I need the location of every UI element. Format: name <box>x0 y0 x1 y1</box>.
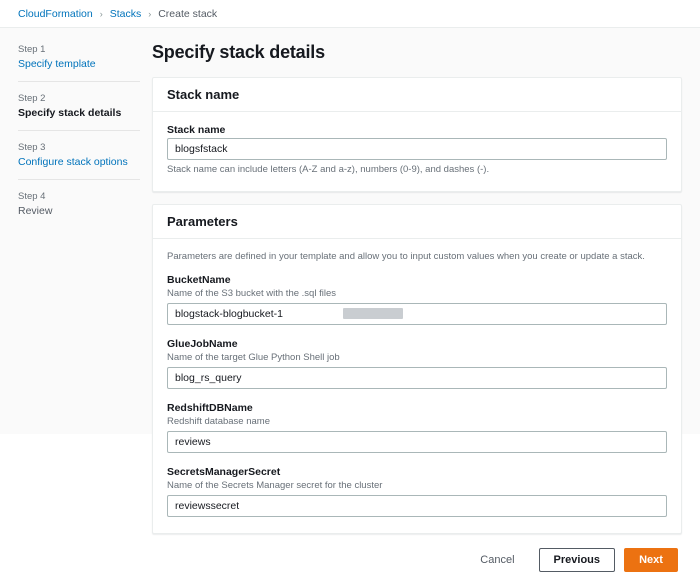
breadcrumb <box>0 0 700 28</box>
breadcrumb-item-create-stack: Create stack <box>158 7 218 20</box>
parameter-secretsmanagersecret-field <box>167 466 667 517</box>
main-content <box>140 28 700 566</box>
stack-name-label: Stack name <box>167 124 226 136</box>
stack-name-card <box>152 77 682 192</box>
breadcrumb-item-cloudformation[interactable]: CloudFormation <box>18 7 93 20</box>
parameter-description: Name of the target Glue Python Shell job <box>167 352 340 363</box>
wizard-steps-nav <box>0 28 140 434</box>
page-body <box>0 28 700 566</box>
parameters-description: Parameters are defined in your template and allow you to input custom values when you create or update a stack. <box>167 251 645 262</box>
sidebar-item-review <box>18 191 140 228</box>
parameter-redshiftdbname-field <box>167 402 667 453</box>
stack-name-hint: Stack name can include letters (A-Z and a-z), numbers (0-9), and dashes (-). <box>167 164 490 175</box>
stack-name-card-header: Stack name <box>153 78 681 112</box>
breadcrumb-separator-icon: › <box>99 8 103 19</box>
step-label: Review <box>18 205 53 217</box>
breadcrumb-separator-icon: › <box>148 8 152 19</box>
parameter-description: Name of the S3 bucket with the .sql files <box>167 288 336 299</box>
breadcrumb-item-stacks[interactable]: Stacks <box>109 7 142 20</box>
parameter-bucketname-input[interactable] <box>167 303 667 325</box>
stack-name-field <box>167 124 667 175</box>
redaction-overlay <box>343 308 403 319</box>
parameter-secretsmanagersecret-input[interactable] <box>167 495 667 517</box>
sidebar-item-specify-stack-details <box>18 93 140 131</box>
parameter-label: SecretsManagerSecret <box>167 466 281 478</box>
parameters-card-body <box>153 239 681 533</box>
parameter-label: GlueJobName <box>167 338 238 350</box>
parameter-description: Name of the Secrets Manager secret for the cluster <box>167 480 383 491</box>
stack-name-input[interactable] <box>167 138 667 160</box>
sidebar-item-configure-stack-options[interactable] <box>18 142 140 180</box>
parameter-redshiftdbname-input[interactable] <box>167 431 667 453</box>
step-number: Step 2 <box>18 93 46 104</box>
step-label: Specify stack details <box>18 107 122 119</box>
step-number: Step 1 <box>18 44 46 55</box>
stack-name-card-body <box>153 112 681 191</box>
cancel-button[interactable]: Cancel <box>465 548 529 572</box>
parameter-bucketname-field <box>167 274 667 325</box>
page-title: Specify stack details <box>152 42 325 62</box>
parameters-card-header: Parameters <box>153 205 681 239</box>
parameter-gluejobname-field <box>167 338 667 389</box>
step-number: Step 3 <box>18 142 46 153</box>
parameter-label: BucketName <box>167 274 231 286</box>
sidebar-item-specify-template[interactable] <box>18 44 140 82</box>
parameters-card <box>152 204 682 534</box>
parameter-label: RedshiftDBName <box>167 402 253 414</box>
wizard-footer-actions <box>152 546 682 584</box>
step-label[interactable]: Configure stack options <box>18 156 128 168</box>
previous-button[interactable]: Previous <box>539 548 615 572</box>
parameter-description: Redshift database name <box>167 416 270 427</box>
step-number: Step 4 <box>18 191 46 202</box>
next-button[interactable]: Next <box>624 548 678 572</box>
step-label[interactable]: Specify template <box>18 58 96 70</box>
parameter-gluejobname-input[interactable] <box>167 367 667 389</box>
